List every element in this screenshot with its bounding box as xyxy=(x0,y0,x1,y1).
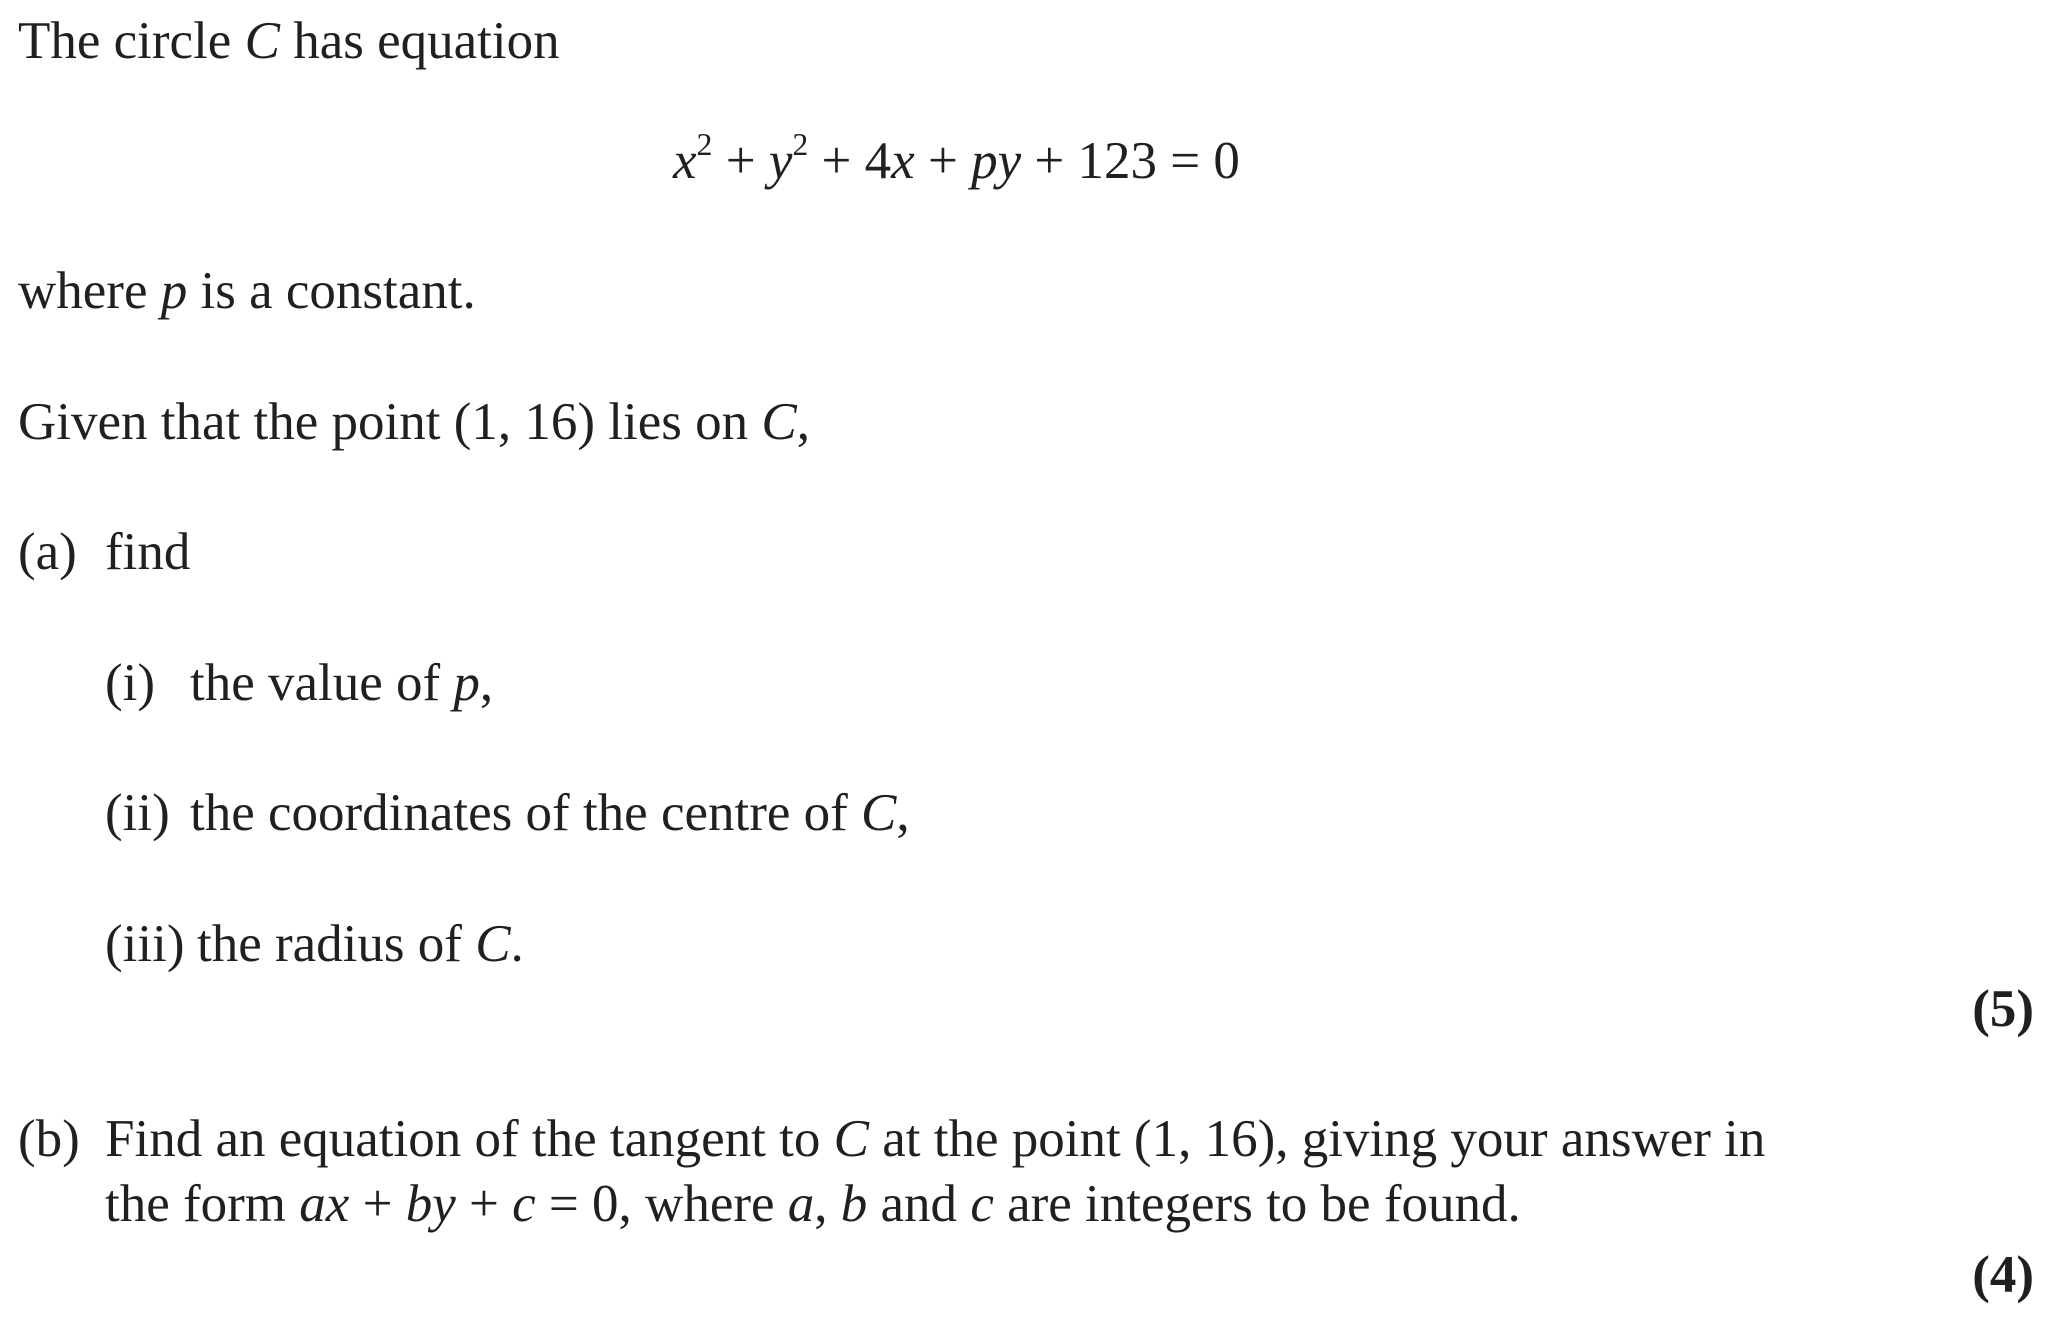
part-b-l2-comma: , xyxy=(814,1175,841,1233)
part-b-line-2 xyxy=(105,1173,1521,1237)
part-a-label: (a) xyxy=(18,523,77,581)
part-a-iii-text-1: the radius of xyxy=(197,915,476,973)
part-a-text: find xyxy=(105,523,191,581)
eq-y: y xyxy=(768,132,793,190)
eq-exp-y: 2 xyxy=(792,126,809,162)
where-text-1: where xyxy=(18,262,161,320)
part-a-marks: (5) xyxy=(1972,980,2034,1038)
given-text-1: Given that the point (1, 16) lies on xyxy=(18,393,762,451)
part-a-iii-text-2: . xyxy=(510,915,524,973)
part-b-l1-circle-var: C xyxy=(833,1110,869,1168)
part-b-l2-plus-1: + xyxy=(349,1175,406,1233)
intro-text-2: has equation xyxy=(279,12,560,70)
where-line xyxy=(18,260,476,324)
part-a-iii-label: (iii) xyxy=(105,915,185,973)
part-a-ii-circle-var: C xyxy=(861,784,897,842)
part-a-i-text-2: , xyxy=(479,654,494,712)
eq-plus-2: + xyxy=(914,132,972,190)
part-b-l2-ax: ax xyxy=(299,1175,350,1233)
given-text-2: , xyxy=(796,393,810,451)
where-p-var: p xyxy=(160,262,188,320)
part-b-l2-plus-2: + xyxy=(455,1175,513,1233)
part-b-l2-by: by xyxy=(405,1175,456,1233)
part-a-iii-circle-var: C xyxy=(475,915,511,973)
part-b-l2-c: c xyxy=(512,1175,536,1233)
part-a-ii-label: (ii) xyxy=(105,784,170,842)
part-a-i-label: (i) xyxy=(105,654,156,712)
part-a-iii-line xyxy=(105,913,524,977)
part-b-l1-text-2: at the point (1, 16), giving your answer in xyxy=(868,1110,1766,1168)
part-b-line-1 xyxy=(18,1108,1765,1172)
part-b-l2-and: and xyxy=(867,1175,971,1233)
part-b-l2-b-var: b xyxy=(840,1175,868,1233)
where-text-2: is a constant. xyxy=(187,262,476,320)
part-a-ii-line xyxy=(105,782,910,846)
circle-equation xyxy=(673,126,1240,194)
eq-end: + 123 = 0 xyxy=(1021,132,1240,190)
part-a-ii-text-1: the coordinates of the centre of xyxy=(190,784,862,842)
given-circle-var: C xyxy=(761,393,797,451)
part-b-label: (b) xyxy=(18,1110,80,1168)
part-b-marks: (4) xyxy=(1972,1246,2034,1304)
part-a-i-p-var: p xyxy=(453,654,480,712)
part-b-l2-a-var: a xyxy=(787,1175,815,1233)
eq-plus-1: + xyxy=(712,132,769,190)
eq-x-2: x xyxy=(891,132,915,190)
part-b-l2-text-3: are integers to be found. xyxy=(993,1175,1521,1233)
part-b-l2-c-var: c xyxy=(970,1175,994,1233)
intro-text-1: The circle xyxy=(18,12,245,70)
intro-circle-var: C xyxy=(244,12,280,70)
part-b-l2-text-1: the form xyxy=(105,1175,300,1233)
given-line xyxy=(18,391,810,455)
part-a-i-text-1: the value of xyxy=(190,654,454,712)
part-a-i-line xyxy=(105,652,493,716)
eq-py: py xyxy=(971,132,1022,190)
eq-exp-x: 2 xyxy=(696,126,713,162)
eq-x: x xyxy=(673,132,697,190)
intro-line xyxy=(18,10,560,74)
part-b-l1-text-1: Find an equation of the tangent to xyxy=(105,1110,834,1168)
eq-mid: + 4 xyxy=(808,132,892,190)
part-b-l2-text-2: = 0, where xyxy=(535,1175,788,1233)
part-a-ii-text-2: , xyxy=(896,784,910,842)
part-a-line xyxy=(18,521,190,585)
